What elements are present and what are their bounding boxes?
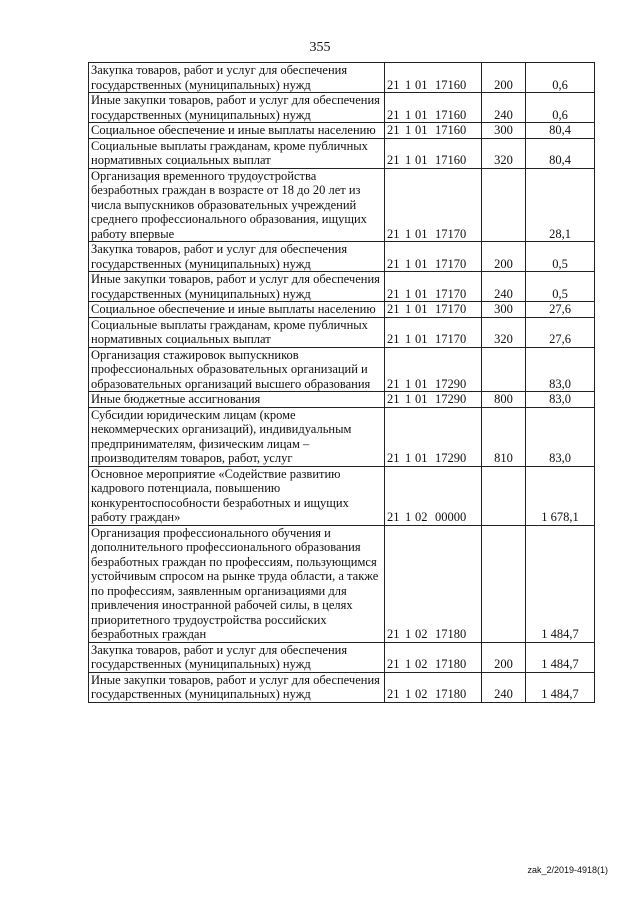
row-description: Закупка товаров, работ и услуг для обеспечения государственных (муниципальных) нужд (89, 642, 385, 672)
row-expense-type: 300 (482, 123, 526, 139)
code-subprogram: 1 (405, 123, 412, 137)
row-expense-type: 240 (482, 272, 526, 302)
code-program: 21 (387, 226, 400, 241)
row-classification-code (385, 392, 482, 408)
row-classification-code (385, 525, 482, 642)
code-direction: 17180 (435, 657, 467, 671)
document-code: zak_2/2019-4918(1) (527, 865, 608, 875)
code-event: 01 (415, 226, 428, 241)
row-classification-code (385, 672, 482, 702)
code-subprogram: 1 (405, 657, 412, 671)
table-row (89, 63, 595, 93)
code-program: 21 (387, 286, 400, 301)
row-description: Организация временного трудоустройства безработных граждан в возрасте от 18 до 20 лет из числа выпускников образовательных учреждений среднего профессионального образования, ищущих работу впервые (89, 168, 385, 242)
row-expense-type: 300 (482, 302, 526, 318)
code-program: 21 (387, 153, 400, 167)
code-subprogram: 1 (405, 510, 412, 524)
table-row (89, 525, 595, 642)
row-amount: 0,6 (526, 93, 595, 123)
code-event: 01 (415, 332, 428, 346)
code-program: 21 (387, 392, 400, 406)
code-subprogram: 1 (405, 153, 412, 167)
code-direction: 17160 (435, 107, 467, 122)
code-event: 01 (415, 302, 428, 316)
code-event: 01 (415, 286, 428, 301)
code-event: 01 (415, 123, 428, 137)
code-direction: 17170 (435, 332, 467, 346)
table-row (89, 392, 595, 408)
code-subprogram: 1 (405, 332, 412, 346)
code-subprogram: 1 (405, 286, 412, 301)
code-subprogram: 1 (405, 627, 412, 641)
row-description: Субсидии юридическим лицам (кроме некоммерческих организаций), индивидуальным предпринимателям, физическим лицам – производителям товаров, работ, услуг (89, 407, 385, 466)
row-description: Социальное обеспечение и иные выплаты населению (89, 302, 385, 318)
code-program: 21 (387, 123, 400, 137)
table-row (89, 93, 595, 123)
row-expense-type: 200 (482, 63, 526, 93)
row-expense-type (482, 347, 526, 392)
code-direction: 17160 (435, 153, 467, 167)
row-classification-code (385, 272, 482, 302)
code-direction: 17170 (435, 302, 467, 316)
code-program: 21 (387, 627, 400, 641)
row-classification-code (385, 317, 482, 347)
table-row (89, 242, 595, 272)
row-description: Организация стажировок выпускников профессиональных образовательных организаций и образовательных организаций высшего образования (89, 347, 385, 392)
row-expense-type: 200 (482, 642, 526, 672)
row-expense-type: 240 (482, 93, 526, 123)
budget-table (88, 62, 595, 703)
row-classification-code (385, 63, 482, 93)
row-expense-type: 800 (482, 392, 526, 408)
row-amount: 80,4 (526, 123, 595, 139)
table-row (89, 168, 595, 242)
table-row (89, 123, 595, 139)
row-amount: 83,0 (526, 407, 595, 466)
code-program: 21 (387, 451, 400, 465)
row-expense-type: 200 (482, 242, 526, 272)
table-row (89, 317, 595, 347)
code-event: 01 (415, 77, 428, 92)
row-amount: 1 484,7 (526, 672, 595, 702)
code-direction: 00000 (435, 510, 467, 524)
code-direction: 17170 (435, 256, 467, 271)
code-event: 02 (415, 687, 428, 701)
code-direction: 17290 (435, 376, 467, 391)
code-subprogram: 1 (405, 256, 412, 271)
row-expense-type: 240 (482, 672, 526, 702)
code-program: 21 (387, 376, 400, 391)
row-expense-type: 320 (482, 317, 526, 347)
row-description: Организация профессионального обучения и дополнительного профессионального образования безработных граждан по профессиям, пользующимся устойчивым спросом на рынке труда области, а также по профессиям, заявленным организациями для привлечения иностранной рабочей силы, в целях приоритетного трудоустройства российских безработных граждан (89, 525, 385, 642)
row-description: Основное мероприятие «Содействие развитию кадрового потенциала, повышению конкурентоспособности безработных и ищущих работу граждан» (89, 466, 385, 525)
row-description: Закупка товаров, работ и услуг для обеспечения государственных (муниципальных) нужд (89, 63, 385, 93)
code-direction: 17160 (435, 77, 467, 92)
code-direction: 17170 (435, 286, 467, 301)
code-subprogram: 1 (405, 451, 412, 465)
row-classification-code (385, 123, 482, 139)
row-description: Иные закупки товаров, работ и услуг для обеспечения государственных (муниципальных) нужд (89, 272, 385, 302)
code-subprogram: 1 (405, 376, 412, 391)
code-direction: 17180 (435, 687, 467, 701)
row-expense-type: 810 (482, 407, 526, 466)
row-amount: 28,1 (526, 168, 595, 242)
code-subprogram: 1 (405, 687, 412, 701)
row-classification-code (385, 407, 482, 466)
code-event: 01 (415, 107, 428, 122)
table-row (89, 138, 595, 168)
code-direction: 17290 (435, 451, 467, 465)
row-amount: 0,5 (526, 242, 595, 272)
row-expense-type (482, 525, 526, 642)
row-classification-code (385, 93, 482, 123)
row-amount: 1 678,1 (526, 466, 595, 525)
code-event: 02 (415, 627, 428, 641)
code-event: 02 (415, 657, 428, 671)
code-event: 01 (415, 256, 428, 271)
row-description: Закупка товаров, работ и услуг для обеспечения государственных (муниципальных) нужд (89, 242, 385, 272)
code-subprogram: 1 (405, 302, 412, 316)
code-subprogram: 1 (405, 77, 412, 92)
code-direction: 17160 (435, 123, 467, 137)
row-amount: 0,5 (526, 272, 595, 302)
row-classification-code (385, 242, 482, 272)
code-event: 01 (415, 153, 428, 167)
code-event: 01 (415, 451, 428, 465)
row-expense-type: 320 (482, 138, 526, 168)
code-program: 21 (387, 302, 400, 316)
row-classification-code (385, 347, 482, 392)
row-description: Иные закупки товаров, работ и услуг для обеспечения государственных (муниципальных) нужд (89, 93, 385, 123)
code-event: 01 (415, 392, 428, 406)
row-classification-code (385, 302, 482, 318)
row-expense-type (482, 466, 526, 525)
code-direction: 17180 (435, 627, 467, 641)
page-number: 355 (309, 40, 331, 55)
row-amount: 83,0 (526, 347, 595, 392)
row-amount: 83,0 (526, 392, 595, 408)
code-event: 02 (415, 510, 428, 524)
row-amount: 0,6 (526, 63, 595, 93)
row-description: Социальные выплаты гражданам, кроме публичных нормативных социальных выплат (89, 317, 385, 347)
row-classification-code (385, 466, 482, 525)
row-amount: 27,6 (526, 302, 595, 318)
code-event: 01 (415, 376, 428, 391)
table-row (89, 302, 595, 318)
row-amount: 1 484,7 (526, 525, 595, 642)
row-amount: 27,6 (526, 317, 595, 347)
table-row (89, 642, 595, 672)
table-row (89, 466, 595, 525)
code-program: 21 (387, 687, 400, 701)
table-row (89, 347, 595, 392)
code-subprogram: 1 (405, 226, 412, 241)
code-direction: 17170 (435, 226, 467, 241)
row-amount: 80,4 (526, 138, 595, 168)
table-row (89, 272, 595, 302)
code-program: 21 (387, 510, 400, 524)
table-body (89, 63, 595, 703)
code-direction: 17290 (435, 392, 467, 406)
code-program: 21 (387, 332, 400, 346)
code-program: 21 (387, 657, 400, 671)
code-program: 21 (387, 77, 400, 92)
code-subprogram: 1 (405, 107, 412, 122)
row-amount: 1 484,7 (526, 642, 595, 672)
code-program: 21 (387, 256, 400, 271)
code-subprogram: 1 (405, 392, 412, 406)
row-description: Социальные выплаты гражданам, кроме публичных нормативных социальных выплат (89, 138, 385, 168)
row-classification-code (385, 168, 482, 242)
row-classification-code (385, 642, 482, 672)
row-expense-type (482, 168, 526, 242)
row-description: Иные закупки товаров, работ и услуг для обеспечения государственных (муниципальных) нужд (89, 672, 385, 702)
table-row (89, 672, 595, 702)
row-classification-code (385, 138, 482, 168)
code-program: 21 (387, 107, 400, 122)
table-row (89, 407, 595, 466)
row-description: Социальное обеспечение и иные выплаты населению (89, 123, 385, 139)
row-description: Иные бюджетные ассигнования (89, 392, 385, 408)
